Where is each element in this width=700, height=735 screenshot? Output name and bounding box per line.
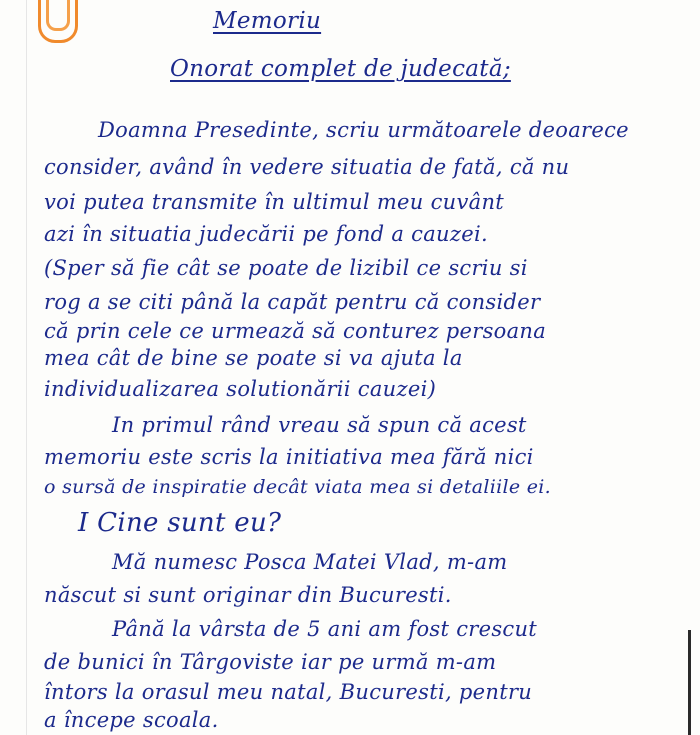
text-line: individualizarea solutionării cauzei) [44, 377, 437, 401]
text-line: Până la vârsta de 5 ani am fost crescut [112, 617, 538, 641]
text-line: rog a se citi până la capăt pentru că consider [44, 290, 541, 314]
text-line: Mă numesc Posca Matei Vlad, m-am [112, 550, 508, 574]
text-line: întors la orasul meu natal, Bucuresti, pentru [44, 680, 533, 704]
section-heading: I Cine sunt eu? [78, 508, 282, 538]
page-edge [26, 0, 27, 735]
document-subtitle: Onorat complet de judecată; [170, 56, 511, 82]
text-line: azi în situatia judecării pe fond a cauzei. [44, 222, 488, 246]
text-line: (Sper să fie cât se poate de lizibil ce scriu si [44, 256, 528, 280]
text-line: memoriu este scris la initiativa mea fără nici [44, 445, 534, 469]
text-line: că prin cele ce urmează să conturez persoana [44, 319, 547, 343]
document-title: Memoriu [213, 8, 322, 34]
text-line: Doamna Presedinte, scriu următoarele deoarece [98, 118, 629, 142]
text-line: de bunici în Târgoviste iar pe urmă m-am [44, 650, 497, 674]
page-shadow-edge [688, 630, 691, 735]
text-line: a începe scoala. [44, 708, 219, 732]
text-line: voi putea transmite în ultimul meu cuvânt [44, 190, 505, 214]
text-line: o sursă de inspiratie decât viata mea si detaliile ei. [44, 476, 552, 498]
text-line: In primul rând vreau să spun că acest [112, 413, 527, 437]
paper-clip-inner-icon [46, 0, 70, 31]
text-line: consider, având în vedere situatia de fată, că nu [44, 155, 570, 179]
text-line: născut si sunt originar din Bucuresti. [44, 583, 452, 607]
text-line: mea cât de bine se poate si va ajuta la [44, 346, 463, 370]
